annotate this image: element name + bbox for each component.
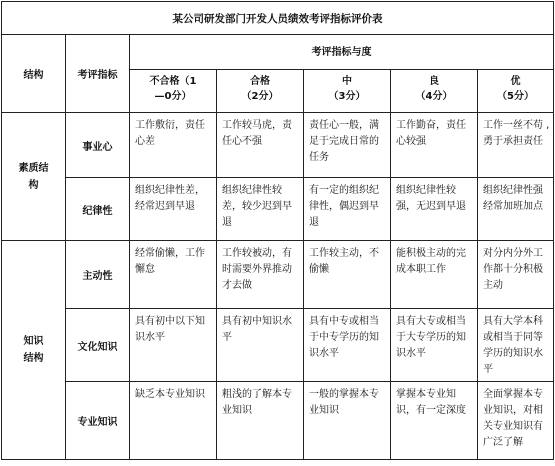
group-label-line: 构 — [28, 179, 39, 191]
group-label-line: 素质结 — [18, 162, 49, 174]
table-cell: 对分内分外工作都十分积极主动 — [478, 241, 554, 309]
group-label-line: 结构 — [23, 353, 44, 364]
table-cell: 组织纪律性较强，无迟到早退 — [391, 178, 478, 241]
group-knowledge-structure — [2, 241, 66, 460]
table-cell: 具有大学本科或相当于同等学历的知识水平 — [478, 309, 554, 382]
header-grade-fail — [130, 70, 217, 113]
table-cell: 有一定的组织纪律性，偶迟到早退 — [304, 178, 391, 241]
table-cell: 组织纪律性较差，较少迟到早退 — [217, 178, 304, 241]
table-cell: 一般的掌握本专业知识 — [304, 382, 391, 460]
table-row — [2, 113, 554, 178]
grade-score: —0分） — [154, 91, 192, 102]
table-row — [2, 309, 554, 382]
table-cell: 工作一丝不苟 ,勇于承担责任 — [478, 113, 554, 178]
group-label-line: 知识 — [23, 336, 44, 347]
grade-score: （2分） — [241, 91, 279, 102]
grade-name: 不合格（1 — [149, 76, 197, 87]
header-indicator: 考评指标 — [66, 35, 130, 113]
table-cell: 工作较主动，不偷懒 — [304, 241, 391, 309]
table-cell: 工作较马虎，责任心不强 — [217, 113, 304, 178]
table-cell: 工作较被动，有时需要外界推动才去做 — [217, 241, 304, 309]
grade-name: 优 — [510, 76, 521, 87]
header-grade-pass — [217, 70, 304, 113]
indicator-label: 文化知识 — [66, 309, 130, 382]
table-row — [2, 241, 554, 309]
table-cell: 粗浅的了解本专业知识 — [217, 382, 304, 460]
grade-score: （3分） — [328, 91, 366, 102]
header-grade-good — [391, 70, 478, 113]
table-title: 某公司研发部门开发人员绩效考评指标评价表 — [2, 2, 554, 35]
table-cell: 具有中专或相当于中专学历的知识水平 — [304, 309, 391, 382]
grade-score: （5分） — [497, 91, 534, 102]
header-grade-medium — [304, 70, 391, 113]
grade-name: 良 — [429, 76, 439, 87]
table-cell: 具有初中知识水平 — [217, 309, 304, 382]
grade-score: （4分） — [415, 91, 453, 102]
table-cell: 能积极主动的完成本职工作 — [391, 241, 478, 309]
table-cell: 缺乏本专业知识 — [130, 382, 217, 460]
header-grade-excellent — [478, 70, 554, 113]
header-structure: 结构 — [2, 35, 66, 113]
table-cell: 责任心一般，满足于完成日常的任务 — [304, 113, 391, 178]
table-cell: 经常偷懒，工作懈怠 — [130, 241, 217, 309]
table-cell: 组织纪律性强经常加班加点 — [478, 178, 554, 241]
group-quality-structure — [2, 113, 66, 241]
table-cell: 具有大专或相当于大专学历的知识水平 — [391, 309, 478, 382]
indicator-label: 事业心 — [66, 113, 130, 178]
header-degree: 考评指标与度 — [130, 35, 554, 70]
table-cell: 工作勤奋，责任心较强 — [391, 113, 478, 178]
table-cell: 全面掌握本专业知识，对相关专业知识有广泛了解 — [478, 382, 554, 460]
indicator-label: 专业知识 — [66, 382, 130, 460]
table-row — [2, 382, 554, 460]
grade-name: 中 — [342, 76, 352, 87]
table-cell: 工作敷衍，责任心差 — [130, 113, 217, 178]
table-cell: 具有初中以下知识水平 — [130, 309, 217, 382]
indicator-label: 主动性 — [66, 241, 130, 309]
indicator-label: 纪律性 — [66, 178, 130, 241]
table-cell: 掌握本专业知识，有一定深度 — [391, 382, 478, 460]
table-cell: 组织纪律性差，经常迟到早退 — [130, 178, 217, 241]
table-row — [2, 178, 554, 241]
grade-name: 合格 — [250, 76, 270, 87]
evaluation-table — [1, 1, 554, 460]
